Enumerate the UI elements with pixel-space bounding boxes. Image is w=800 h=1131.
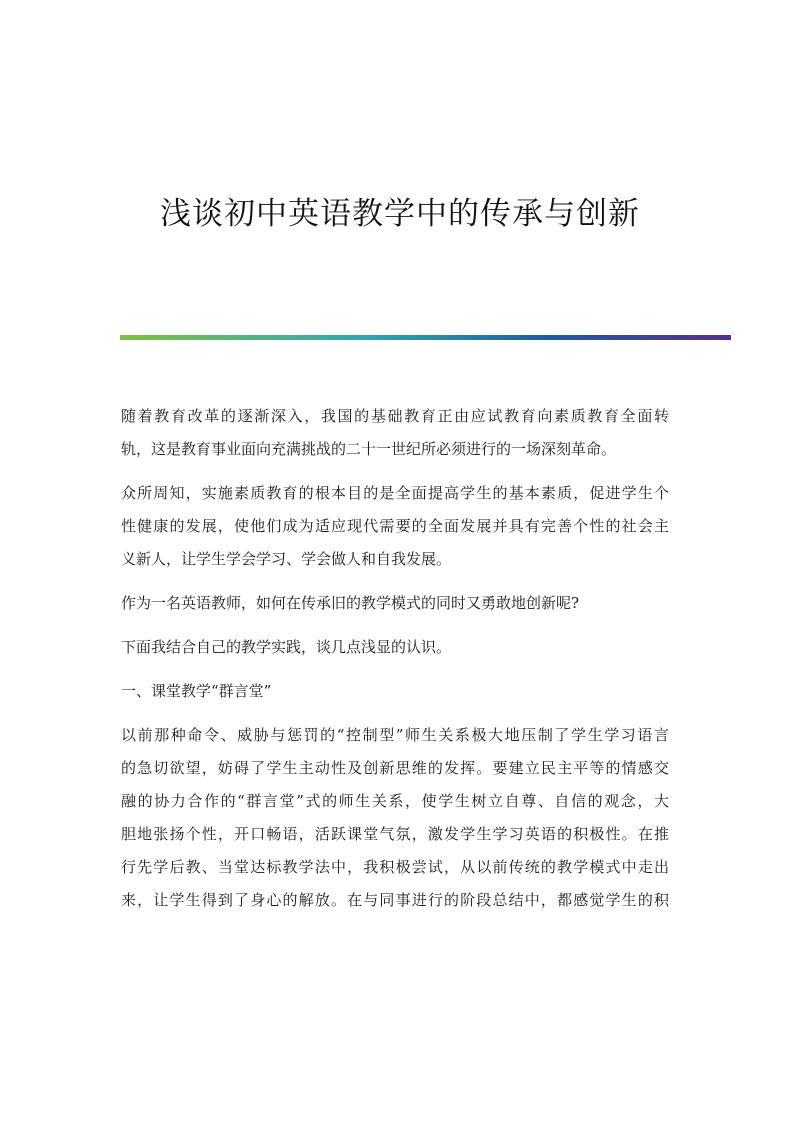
text-line: 以前那种命令、威胁与惩罚的“控制型”师生关系极大地压制了学生学习语言	[121, 726, 669, 744]
text-line: 行先学后教、当堂达标教学法中，我积极尝试，从以前传统的教学模式中走出	[121, 858, 669, 876]
text-line: 轨，这是教育事业面向充满挑战的二十一世纪所必须进行的一场深刻革命。	[121, 440, 617, 458]
paragraph	[121, 719, 669, 917]
text-line: 作为一名英语教师，如何在传承旧的教学模式的同时又勇敢地创新呢?	[121, 594, 580, 612]
paragraph	[121, 400, 669, 466]
text-line: 下面我结合自己的教学实践，谈几点浅显的认识。	[121, 638, 452, 656]
document-body	[121, 400, 669, 928]
text-line: 众所周知，实施素质教育的根本目的是全面提高学生的基本素质，促进学生个	[121, 484, 669, 502]
text-line: 性健康的发展，使他们成为适应现代需要的全面发展并具有完善个性的社会主	[121, 517, 669, 535]
text-line: 义新人，让学生学会学习、学会做人和自我发展。	[121, 550, 452, 568]
text-line: 来，让学生得到了身心的解放。在与同事进行的阶段总结中，都感觉学生的积	[121, 891, 669, 909]
text-line: 一、课堂教学“群言堂”	[121, 682, 272, 700]
paragraph	[121, 631, 669, 664]
text-line: 随着教育改革的逐渐深入，我国的基础教育正由应试教育向素质教育全面转	[121, 407, 669, 425]
section-heading	[121, 675, 669, 708]
gradient-divider	[120, 335, 731, 340]
document-title: 浅谈初中英语教学中的传承与创新	[160, 196, 640, 232]
paragraph	[121, 587, 669, 620]
text-line: 胆地张扬个性，开口畅语，活跃课堂气氛，激发学生学习英语的积极性。在推	[121, 825, 669, 843]
text-line: 融的协力合作的“群言堂”式的师生关系，使学生树立自尊、自信的观念，大	[121, 792, 669, 810]
paragraph	[121, 477, 669, 576]
text-line: 的急切欲望，妨碍了学生主动性及创新思维的发挥。要建立民主平等的情感交	[121, 759, 669, 777]
